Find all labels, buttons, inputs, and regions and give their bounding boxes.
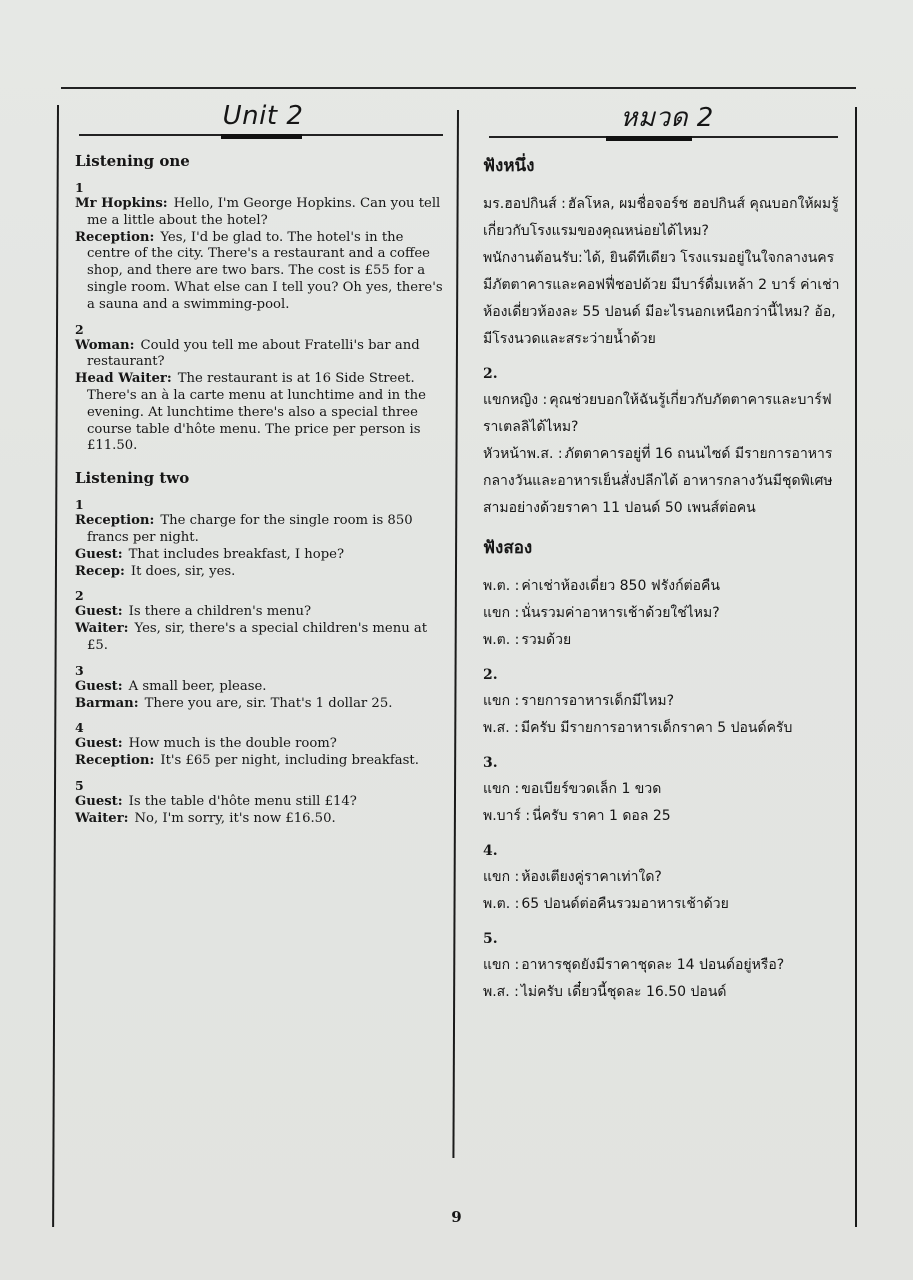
dialogue-line	[75, 753, 450, 770]
dialogue-text: นี่ครับ ราคา 1 ดอล 25	[532, 808, 671, 824]
dialogue-number: 2	[75, 321, 84, 337]
dialogue-line	[75, 338, 450, 372]
speaker-label: Guest:	[75, 678, 123, 694]
english-unit-title: Unit 2	[222, 101, 304, 131]
column-divider-line	[452, 110, 459, 1158]
speaker-label: แขก :	[483, 957, 520, 973]
speaker-label: พ.ส. :	[483, 720, 519, 736]
dialogue-number: 4.	[483, 843, 498, 859]
right-border-line	[855, 107, 857, 1227]
dialogue-text: รายการอาหารเด็กมีไหม?	[521, 693, 675, 709]
speaker-label: แขก :	[483, 869, 520, 885]
dialogue-text: ขอเบียร์ขวดเล็ก 1 ขวด	[521, 781, 662, 797]
dialogue-text: How much is the double room?	[128, 736, 337, 752]
dialogue-line	[483, 245, 843, 353]
speaker-label: Guest:	[75, 793, 123, 809]
dialogue-text: ค่าเช่าห้องเดี่ยว 850 ฟรังก์ต่อคืน	[521, 578, 720, 594]
dialogue-number: 2.	[483, 366, 498, 382]
dialogue-number: 3	[75, 662, 84, 678]
speaker-label: Recep:	[75, 563, 125, 579]
dialogue-line	[483, 191, 843, 245]
dialogue-text: มีครับ มีรายการอาหารเด็กราคา 5 ปอนด์ครับ	[520, 720, 793, 736]
dialogue-text: 65 ปอนด์ต่อคืนรวมอาหารเช้าด้วย	[521, 896, 729, 912]
dialogue-number: 4	[75, 720, 84, 736]
thai-transcript	[483, 152, 843, 1006]
dialogue-item	[75, 720, 450, 770]
speaker-label: Reception:	[75, 229, 155, 245]
speaker-label: พ.ต. :	[483, 632, 520, 648]
page-number: 9	[451, 1208, 462, 1226]
dialogue-line	[483, 441, 843, 522]
speaker-label: มร.ฮอปกินส์ :	[483, 196, 566, 212]
dialogue-line	[483, 952, 843, 979]
dialogue-item	[483, 838, 843, 918]
dialogue-text: ห้องเตียงคู่ราคาเท่าใด?	[521, 869, 662, 885]
dialogue-item	[483, 662, 843, 742]
dialogue-text: It's £65 per night, including breakfast.	[160, 753, 419, 769]
speaker-label: Woman:	[75, 337, 135, 353]
thai-title-block	[483, 100, 843, 140]
dialogue-number: 1	[75, 180, 84, 195]
dialogue-text: ฮัลโหล, ผมชื่อจอร์ช ฮอปกินส์ คุณบอกให้ผมรู้เกี่ยวกับโรงแรมของคุณหน่อยได้ไหม?	[483, 196, 839, 239]
speaker-label: Reception:	[75, 513, 155, 529]
section-heading: ฟังหนึ่ง	[483, 156, 535, 176]
english-title-block	[75, 98, 450, 138]
left-border-line	[52, 105, 59, 1227]
dialogue-line	[75, 736, 450, 753]
dialogue-text: Is there a children's menu?	[128, 604, 312, 620]
dialogue-line	[75, 230, 450, 314]
speaker-label: พ.บาร์ :	[483, 808, 531, 824]
dialogue-text: รวมด้วย	[521, 632, 572, 648]
speaker-label: แขก :	[483, 781, 520, 797]
dialogue-number: 2.	[483, 667, 498, 683]
dialogue-text: Hello, I'm George Hopkins. Can you tell me a little about the hotel?	[87, 196, 441, 228]
dialogue-item	[75, 588, 450, 654]
dialogue-text: อาหารชุดยังมีราคาชุดละ 14 ปอนด์อยู่หรือ?	[521, 957, 785, 973]
speaker-label: Waiter:	[75, 621, 129, 637]
dialogue-item	[483, 573, 843, 654]
dialogue-item	[75, 778, 450, 828]
dialogue-line	[483, 715, 843, 742]
dialogue-line	[483, 573, 843, 600]
speaker-label: หัวหน้าพ.ส. :	[483, 446, 563, 462]
thai-column	[483, 100, 843, 1012]
dialogue-text: ไม่ครับ เดี๋ยวนี้ชุดละ 16.50 ปอนด์	[520, 984, 727, 1000]
dialogue-text: It does, sir, yes.	[130, 563, 236, 579]
speaker-label: พ.ต. :	[483, 896, 520, 912]
dialogue-number: 2	[75, 588, 84, 604]
dialogue-line	[75, 196, 450, 230]
dialogue-text: Yes, sir, there's a special children's menu at £5.	[87, 621, 428, 653]
dialogue-text: A small beer, please.	[128, 678, 267, 694]
speaker-label: แขก :	[483, 605, 520, 621]
dialogue-item	[75, 322, 450, 456]
speaker-label: พ.ส. :	[483, 984, 519, 1000]
dialogue-line	[75, 679, 450, 696]
dialogue-text: ภัตตาคารอยู่ที่ 16 ถนนไซด์ มีรายการอาหารกลางวันและอาหารเย็นสั่งปลีกได้ อาหารกลางวันมีชุดพิเศษสามอย่างด้วยราคา 11 ปอนด์ 50 เพนส์ต่อคน	[483, 446, 833, 516]
speaker-label: พ.ต. :	[483, 578, 520, 594]
thai-unit-title: หมวด 2	[620, 103, 714, 133]
dialogue-item	[483, 191, 843, 353]
dialogue-line	[483, 688, 843, 715]
dialogue-item	[483, 926, 843, 1006]
dialogue-item	[483, 750, 843, 830]
speaker-label: แขก :	[483, 693, 520, 709]
dialogue-text: The charge for the single room is 850 francs per night.	[87, 513, 413, 545]
dialogue-number: 5.	[483, 931, 498, 947]
speaker-label: Waiter:	[75, 810, 129, 826]
dialogue-line	[75, 696, 450, 713]
title-underline-bar	[221, 134, 302, 139]
speaker-label: Guest:	[75, 736, 123, 752]
dialogue-line	[75, 547, 450, 564]
dialogue-text: No, I'm sorry, it's now £16.50.	[134, 810, 336, 826]
english-transcript	[75, 152, 450, 828]
english-column	[75, 98, 450, 836]
speaker-label: พนักงานต้อนรับ:	[483, 250, 583, 266]
speaker-label: Barman:	[75, 695, 139, 711]
dialogue-line	[75, 811, 450, 828]
section-heading: ฟังสอง	[483, 538, 533, 558]
speaker-label: แขกหญิง :	[483, 392, 548, 408]
dialogue-text: Is the table d'hôte menu still £14?	[128, 793, 357, 809]
dialogue-text: คุณช่วยบอกให้ฉันรู้เกี่ยวกับภัตตาคารและบาร์ฟราเตลลิได้ไหม?	[483, 392, 832, 435]
dialogue-number: 3.	[483, 755, 498, 771]
dialogue-line	[75, 621, 450, 655]
dialogue-line	[75, 513, 450, 547]
dialogue-text: Could you tell me about Fratelli's bar and restaurant?	[87, 337, 420, 370]
dialogue-line	[75, 371, 450, 455]
title-underline-bar	[606, 136, 692, 141]
dialogue-text: The restaurant is at 16 Side Street. There's an à la carte menu at lunchtime and in the evening. At lunchtime there's also a special three course table d'hôte menu. The price per person is £11.50.	[87, 371, 426, 454]
dialogue-text: That includes breakfast, I hope?	[128, 546, 345, 562]
dialogue-line	[483, 891, 843, 918]
dialogue-number: 5	[75, 777, 84, 793]
dialogue-item	[75, 497, 450, 580]
dialogue-line	[483, 803, 843, 830]
dialogue-line	[483, 627, 843, 654]
dialogue-text: ได้, ยินดีทีเดียว โรงแรมอยู่ในใจกลางนคร มีภัตตาคารและคอฟฟี่ชอปด้วย มีบาร์ดื่มเหล้า 2 บาร์ ค่าเช่าห้องเดี่ยวห้องละ 55 ปอนด์ มีอะไรนอกเหนือกว่านี้ไหม? อ้อ, มีโรงนวดและสระว่ายน้ำด้วย	[483, 250, 840, 347]
section-heading: Listening one	[75, 152, 190, 170]
dialogue-text: There you are, sir. That's 1 dollar 25.	[144, 695, 393, 711]
top-rule	[61, 87, 856, 89]
speaker-label: Head Waiter:	[75, 371, 172, 387]
dialogue-text: Yes, I'd be glad to. The hotel's in the centre of the city. There's a restaurant and a coffee shop, and there are two bars. The cost is £55 for a single room. What else can I tell you? Oh yes, there's a sauna and a swimming-pool.	[87, 229, 443, 312]
dialogue-item	[75, 663, 450, 713]
speaker-label: Mr Hopkins:	[75, 196, 168, 211]
speaker-label: Guest:	[75, 604, 123, 620]
dialogue-line	[483, 776, 843, 803]
section-heading: Listening two	[75, 469, 190, 488]
dialogue-item	[75, 180, 450, 314]
speaker-label: Reception:	[75, 753, 155, 769]
dialogue-line	[483, 979, 843, 1006]
dialogue-text: นั่นรวมค่าอาหารเช้าด้วยใช่ไหม?	[521, 605, 720, 621]
dialogue-number: 1	[75, 497, 84, 513]
dialogue-line	[483, 864, 843, 891]
dialogue-line	[483, 600, 843, 627]
dialogue-line	[75, 604, 450, 621]
dialogue-item	[483, 361, 843, 522]
dialogue-line	[75, 794, 450, 811]
dialogue-line	[75, 564, 450, 581]
speaker-label: Guest:	[75, 546, 123, 562]
dialogue-line	[483, 387, 843, 441]
